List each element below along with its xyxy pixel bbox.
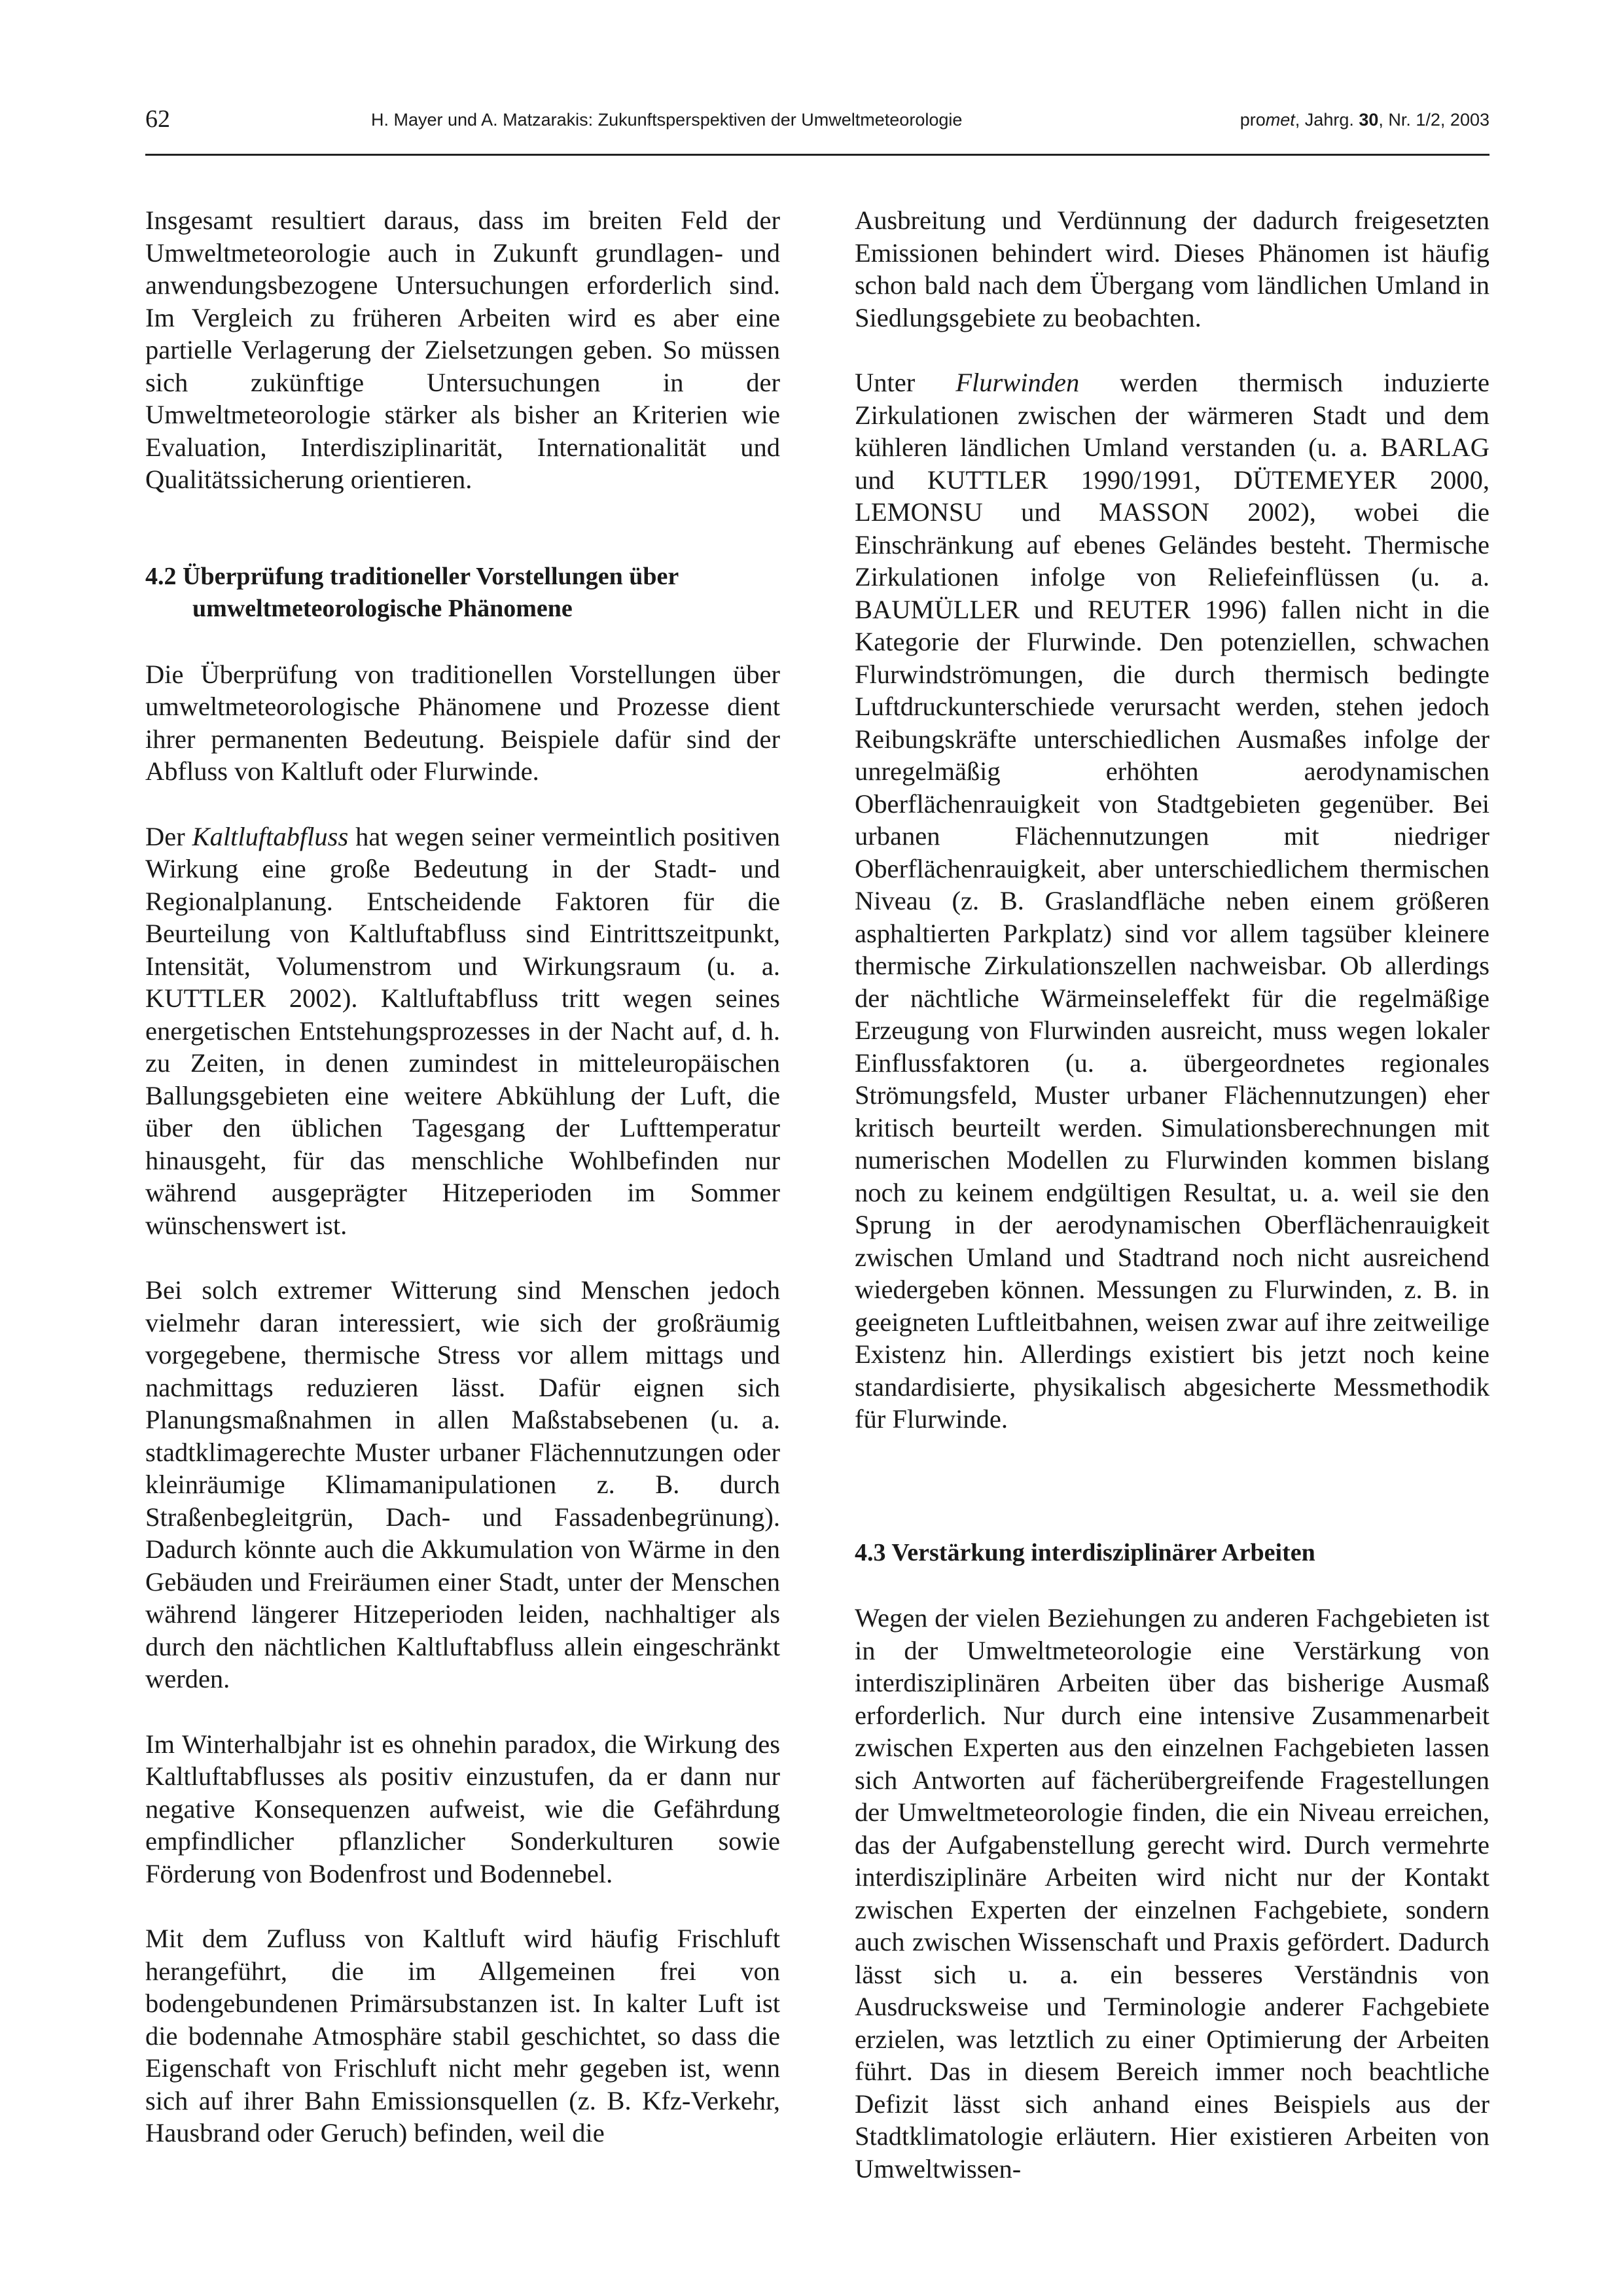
text-run: werden thermisch induzierte Zirkulationen zwischen der wärmeren Stadt und dem kühleren ländlichen Umland verstanden (u. a. BARLAG und KUTTLER 1990/1991, DÜTEMEYER 2000, LEMONSU und MASSON 2002), wobei die Einschränkung auf ebenes Geländes besteht. Thermische Zirkulationen infolge von Reliefeinflüssen (u. a. BAUMÜLLER und REUTER 1996) fallen nicht in die Kategorie der Flurwinde. Den potenziellen, schwachen Flurwindströmungen, die durch thermisch bedingte Luftdruckunterschiede verursacht werden, stehen jedoch Reibungskräfte unterschiedlichen Ausmaßes infolge der unregelmäßig erhöhten aerodynamischen Oberflächenrauigkeit von Stadtgebieten gegenüber. Bei urbanen Flächennutzungen mit niedriger Oberflächenrauigkeit, aber unterschiedlichem thermischen Niveau (z. B. Graslandfläche neben einem größeren asphaltierten Parkplatz) sind vor allem tagsüber kleinere thermische Zirkulationszellen nachweisbar. Ob allerdings der nächtliche Wärmeinseleffekt für die regelmäßige Erzeugung von Flurwinden ausreicht, muss wegen lokaler Einflussfaktoren (u. a. übergeordnetes regionales Strömungsfeld, Muster urbaner Flächennutzungen) eher kritisch beurteilt werden. Simulationsberechnungen mit numerischen Modellen zu Flurwinden kommen bislang noch zu keinem endgültigen Resultat, u. a. weil sie den Sprung in der aerodynamischen Oberflächenrauigkeit zwischen Umland und Stadtrand noch nicht ausreichend wiedergeben können. Messungen zu Flurwinden, z. B. in geeigneten Luftleitbahnen, weisen zwar auf ihre zeitweilige Existenz hin. Allerdings existiert bis jetzt noch keine standardisierte, physikalisch abgesicherte Messmethodik für Flurwinde. bbox=[855, 368, 1489, 1434]
paragraph: Ausbreitung und Verdünnung der dadurch freigesetzten Emissionen behindert wird. Dieses Phänomen ist häufig schon bald nach dem Übergang vom ländlichen Umland in Siedlungsgebiete zu beobachten. bbox=[855, 205, 1489, 332]
section-heading-4-2 bbox=[145, 561, 780, 626]
spacer bbox=[145, 529, 780, 561]
spacer bbox=[855, 1468, 1489, 1537]
journal-prefix: pro bbox=[1240, 110, 1266, 130]
journal-suffix: , Nr. 1/2, 2003 bbox=[1378, 110, 1489, 130]
paragraph: Insgesamt resultiert daraus, dass im breiten Feld der Umweltmeteorologie auch in Zukunft grundlagen- und anwendungsbezogene Untersuchungen erforderlich sind. Im Vergleich zu früheren Arbeiten wird es aber eine partielle Verlagerung der Zielsetzungen geben. So müssen sich zukünftige Untersuchungen in der Umweltmeteorologie stärker als bisher an Kriterien wie Evaluation, Interdisziplinarität, Internationalität und Qualitätssicherung orientieren. bbox=[145, 205, 780, 494]
right-column bbox=[855, 204, 1489, 2185]
heading-line: umweltmeteorologische Phänomene bbox=[192, 595, 573, 622]
page-header bbox=[145, 105, 1489, 157]
term-kaltluftabfluss: Kaltluftabfluss bbox=[192, 821, 349, 851]
text-run: Der bbox=[145, 821, 192, 851]
section-heading-4-3: 4.3 Verstärkung interdisziplinärer Arbeiten bbox=[855, 1538, 1315, 1566]
paragraph: Wegen der vielen Beziehungen zu anderen Fachgebieten ist in der Umweltmeteorologie eine Verstärkung von interdisziplinären Arbeiten über das bisherige Ausmaß erforderlich. Nur durch eine intensive Zusammenarbeit zwischen Experten aus den einzelnen Fachgebieten lassen sich Antworten auf fächerübergreifende Fragestellungen der Umweltmeteorologie finden, die ein Niveau erreichen, das der Aufgabenstellung gerecht wird. Durch vermehrte interdisziplinäre Arbeiten wird nicht nur der Kontakt zwischen Experten der einzelnen Fachgebiete, sondern auch zwischen Wissenschaft und Praxis gefördert. Dadurch lässt sich u. a. ein besseres Verständnis von Ausdrucksweise und Terminologie anderer Fachgebiete erzielen, was letztlich zu einer Optimierung der Arbeiten führt. Das in diesem Bereich immer noch beachtliche Defizit lässt sich anhand eines Beispiels aus der Stadtklimatologie erläutern. Hier existieren Arbeiten von Umweltwissen- bbox=[855, 1603, 1489, 2183]
paragraph bbox=[145, 821, 780, 1242]
journal-mid: , Jahrg. bbox=[1294, 110, 1359, 130]
paragraph: Bei solch extremer Witterung sind Menschen jedoch vielmehr daran interessiert, wie sich der großräumig vorgegebene, thermische Stress vor allem mittags und nachmittags reduzieren lässt. Dafür eignen sich Planungsmaßnahmen in allen Maßstabsebenen (u. a. stadtklimagerechte Muster urbaner Flächennutzungen oder kleinräumige Klimamanipulationen z. B. durch Straßenbegleitgrün, Dach- und Fassadenbegrünung). Dadurch könnte auch die Akkumulation von Wärme in den Gebäuden und Freiräumen einer Stadt, unter der Menschen während längerer Hitzeperioden leiden, nachhaltiger als durch den nächtlichen Kaltluftabfluss allein eingeschränkt werden. bbox=[145, 1275, 780, 1693]
journal-citation bbox=[1240, 110, 1489, 130]
paragraph: Im Winterhalbjahr ist es ohnehin paradox, die Wirkung des Kaltluftabflusses als positiv einzustufen, da er dann nur negative Konsequenzen aufweist, wie die Gefährdung empfindlicher pflanzlicher Sonderkulturen sowie Förderung von Bodenfrost und Bodennebel. bbox=[145, 1729, 780, 1888]
paragraph: Mit dem Zufluss von Kaltluft wird häufig Frischluft herangeführt, die im Allgemeinen frei von bodengebundenen Primärsubstanzen ist. In kalter Luft ist die bodennahe Atmosphäre stabil geschichtet, so dass die Eigenschaft von Frischluft nicht mehr gegeben ist, wenn sich auf ihrer Bahn Emissionsquellen (z. B. Kfz-Verkehr, Hausbrand oder Geruch) befinden, weil die bbox=[145, 1924, 780, 2147]
page-number: 62 bbox=[145, 105, 170, 133]
left-column bbox=[145, 204, 780, 2149]
term-flurwinden: Flurwinden bbox=[955, 368, 1080, 397]
text-run: hat wegen seiner vermeintlich positiven Wirkung eine große Bedeutung in der Stadt- und Regionalplanung. Entscheidende Faktoren für die Beurteilung von Kaltluftabfluss sind Eintrittszeitpunkt, Intensität, Volumenstrom und Wirkungsraum (u. a. KUTTLER 2002). Kaltluftabfluss tritt wegen seines energetischen Entstehungsprozesses in der Nacht auf, d. h. zu Zeiten, in denen zumindest in mitteleuropäischen Ballungsgebieten eine weitere Abkühlung der Luft, die über den üblichen Tagesgang der Lufttemperatur hinausgeht, für das menschliche Wohlbefinden nur während ausgeprägter Hitzeperioden im Sommer wünschenswert ist. bbox=[145, 821, 780, 1240]
header-rule bbox=[145, 154, 1489, 156]
running-title: H. Mayer und A. Matzarakis: Zukunftsperspektiven der Umweltmeteorologie bbox=[371, 110, 963, 130]
paragraph bbox=[855, 366, 1489, 1436]
paragraph: Die Überprüfung von traditionellen Vorstellungen über umweltmeteorologische Phänomene und Prozesse dient ihrer permanenten Bedeutung. Beispiele dafür sind der Abfluss von Kaltluft oder Flurwinde. bbox=[145, 659, 780, 786]
text-run: Unter bbox=[855, 368, 956, 397]
heading-line: 4.2 Überprüfung traditioneller Vorstellungen über bbox=[145, 562, 679, 590]
journal-emph: met bbox=[1265, 110, 1295, 130]
journal-volume: 30 bbox=[1359, 110, 1379, 130]
